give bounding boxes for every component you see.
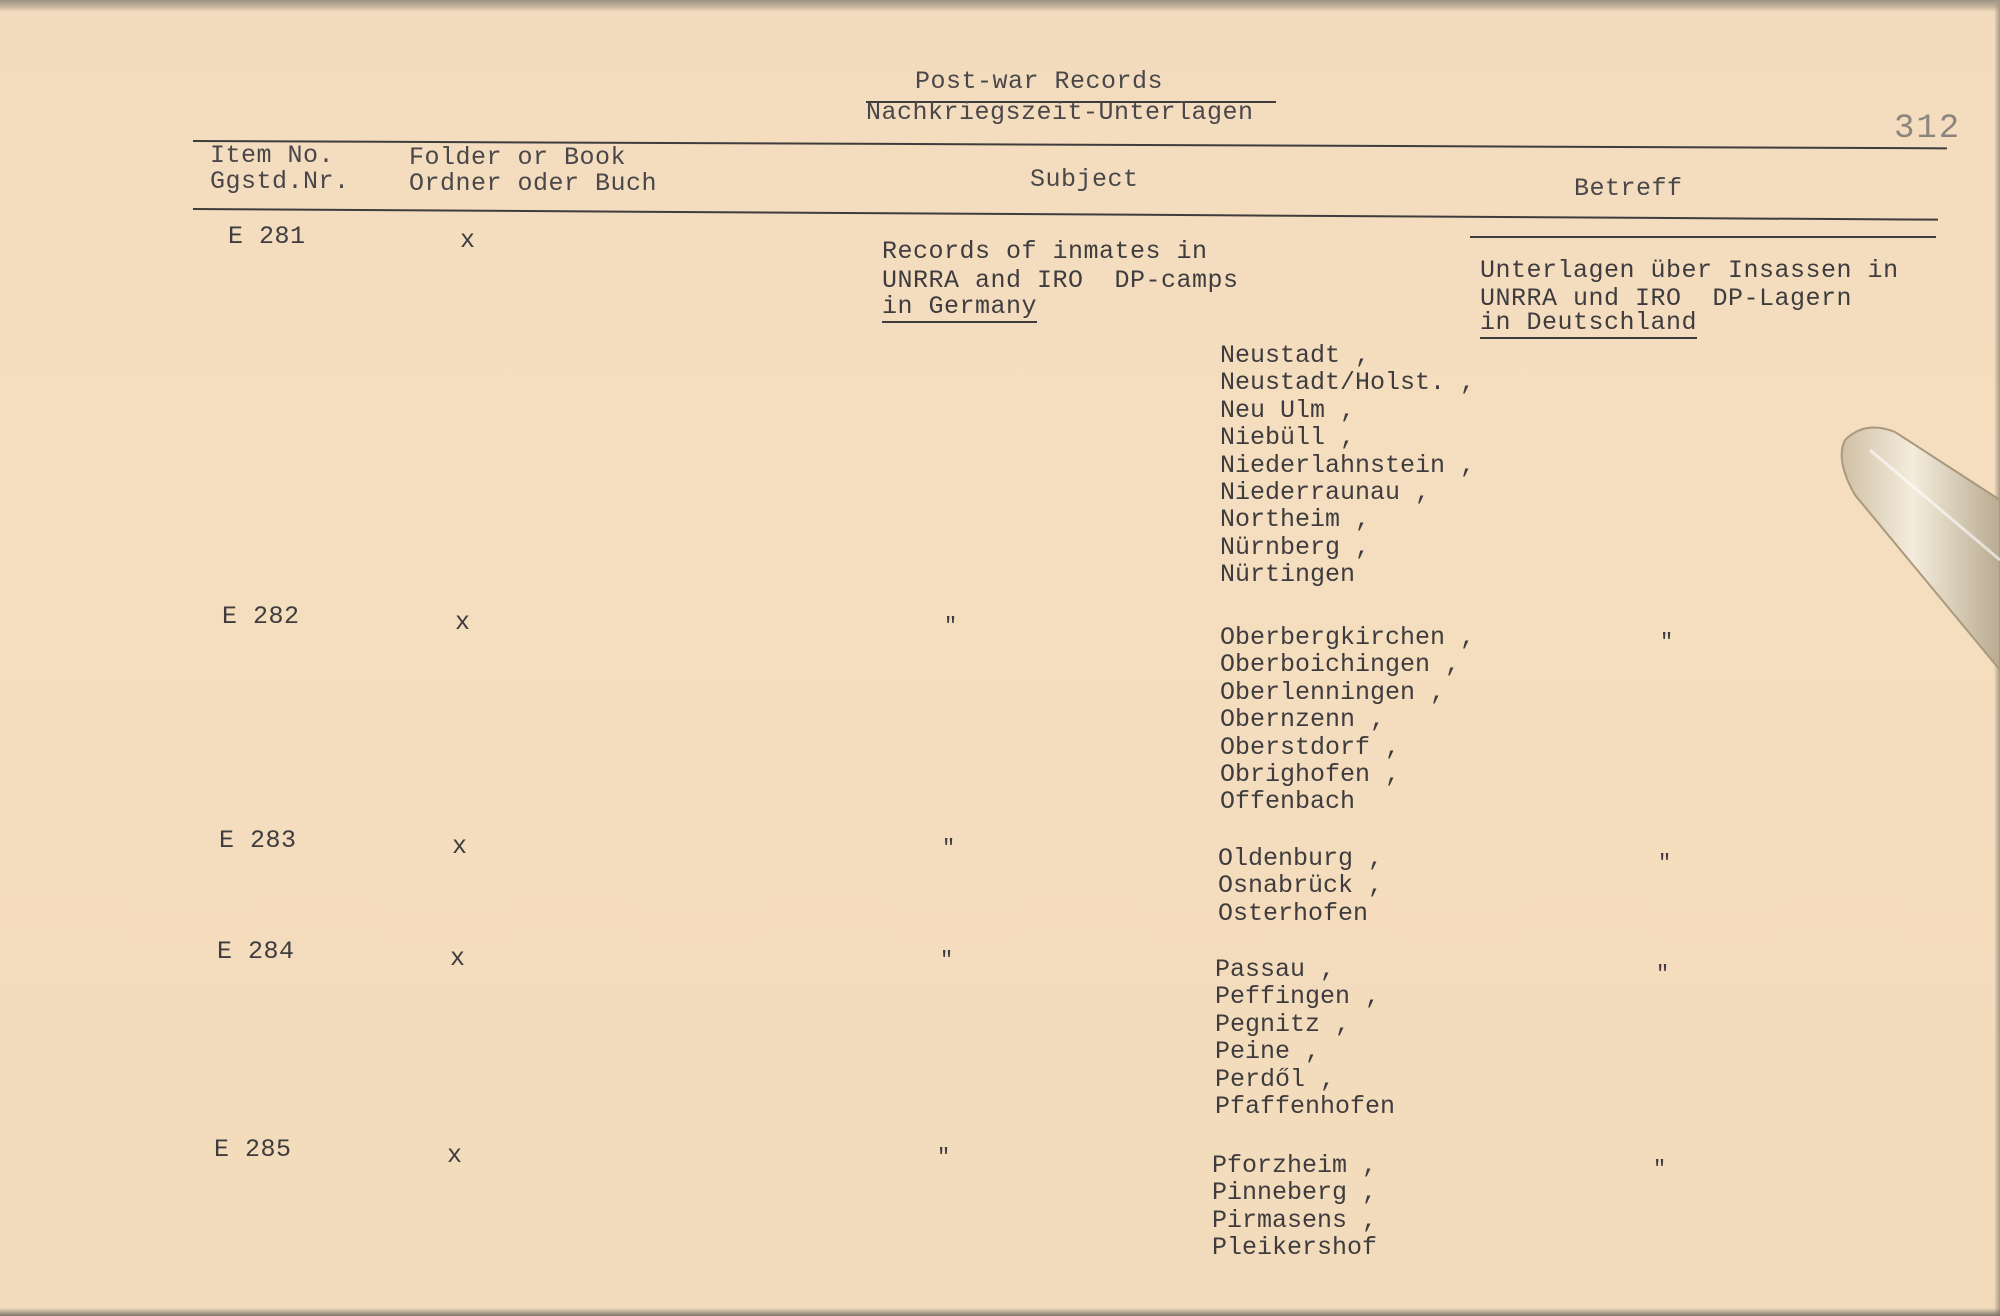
place-name: Osnabrück , — [1218, 871, 1384, 901]
place-name: Pirmasens , — [1212, 1205, 1378, 1235]
folder-mark: x — [450, 944, 466, 973]
col-folder-en: Folder or Book — [409, 143, 627, 172]
place-name: Obrighofen , — [1220, 760, 1401, 790]
place-name: Nürnberg , — [1220, 532, 1371, 562]
place-name: Niederraunau , — [1220, 478, 1431, 508]
place-name: Oberstdorf , — [1220, 732, 1401, 762]
place-list — [1212, 1152, 1377, 1262]
place-name: Niebüll , — [1220, 423, 1356, 453]
folder-mark: x — [452, 832, 468, 861]
place-list — [1218, 845, 1383, 927]
paper-bottom-edge — [0, 1308, 2000, 1316]
place-name: Pfaffenhofen — [1215, 1092, 1396, 1122]
header-bottom-rule — [193, 208, 1938, 221]
place-name: Nürtingen — [1220, 560, 1356, 590]
place-name: Neustadt/Holst. , — [1220, 368, 1476, 398]
folder-mark: x — [460, 226, 476, 255]
place-name: Peine , — [1215, 1037, 1321, 1067]
col-subject: Subject — [1030, 165, 1139, 194]
place-name: Neu Ulm , — [1220, 395, 1356, 425]
place-list — [1220, 624, 1475, 816]
place-name: Obernzenn , — [1220, 705, 1386, 735]
place-list — [1215, 956, 1395, 1120]
place-name: Pleikershof — [1212, 1233, 1378, 1263]
betreff-line-1: Unterlagen über Insassen in — [1480, 256, 1899, 285]
place-name: Pinneberg , — [1212, 1178, 1378, 1208]
ditto-subject: " — [940, 948, 954, 973]
item-number: E 284 — [217, 937, 295, 966]
place-name: Niederlahnstein , — [1220, 450, 1476, 480]
place-name: Oberbergkirchen , — [1220, 623, 1476, 652]
subject-line-1: Records of inmates in — [882, 237, 1208, 266]
col-betreff: Betreff — [1574, 174, 1683, 203]
betreff-rule — [1470, 236, 1936, 238]
place-name: Oberlenningen , — [1220, 677, 1446, 707]
place-name: Northeim , — [1220, 505, 1371, 535]
ditto-subject: " — [944, 614, 958, 639]
place-name: Offenbach — [1220, 787, 1356, 817]
place-name: Pforzheim , — [1212, 1151, 1378, 1180]
place-name: Pegnitz , — [1215, 1009, 1351, 1039]
col-item-no-de: Ggstd.Nr. — [210, 167, 350, 196]
place-name: Peffingen , — [1215, 982, 1381, 1012]
item-number: E 282 — [222, 602, 300, 631]
place-name: Neustadt , — [1220, 341, 1371, 370]
folder-mark: x — [447, 1141, 463, 1170]
page-number: 312 — [1894, 110, 1962, 148]
paper-top-edge — [0, 0, 2000, 12]
ditto-betreff: " — [1660, 630, 1674, 655]
place-name: Passau , — [1215, 955, 1336, 984]
item-number: E 285 — [214, 1135, 292, 1164]
betreff-line-2: UNRRA und IRO DP-Lagern — [1480, 284, 1853, 313]
betreff-line-3: in Deutschland — [1480, 308, 1698, 337]
tweezers-icon — [1835, 420, 2000, 680]
place-name: Osterhofen — [1218, 898, 1369, 928]
ditto-betreff: " — [1656, 962, 1670, 987]
col-folder-de: Ordner oder Buch — [409, 169, 658, 198]
item-number: E 281 — [228, 222, 306, 251]
ditto-subject: " — [942, 836, 956, 861]
col-item-no-en: Item No. — [210, 141, 335, 170]
subject-line-2: UNRRA and IRO DP-camps — [882, 266, 1239, 295]
folder-mark: x — [455, 608, 471, 637]
ditto-betreff: " — [1658, 851, 1672, 876]
place-name: Oldenburg , — [1218, 844, 1384, 873]
place-list — [1220, 342, 1475, 589]
item-number: E 283 — [219, 826, 297, 855]
title-line-1: Post-war Records — [915, 67, 1164, 96]
title-line-2: Nachkriegszeit-Unterlagen — [866, 98, 1254, 127]
ditto-subject: " — [937, 1145, 951, 1170]
ditto-betreff: " — [1653, 1157, 1667, 1182]
subject-line-3: in Germany — [882, 292, 1038, 321]
place-name: Oberboichingen , — [1220, 650, 1461, 680]
place-name: Perdől , — [1215, 1064, 1336, 1094]
